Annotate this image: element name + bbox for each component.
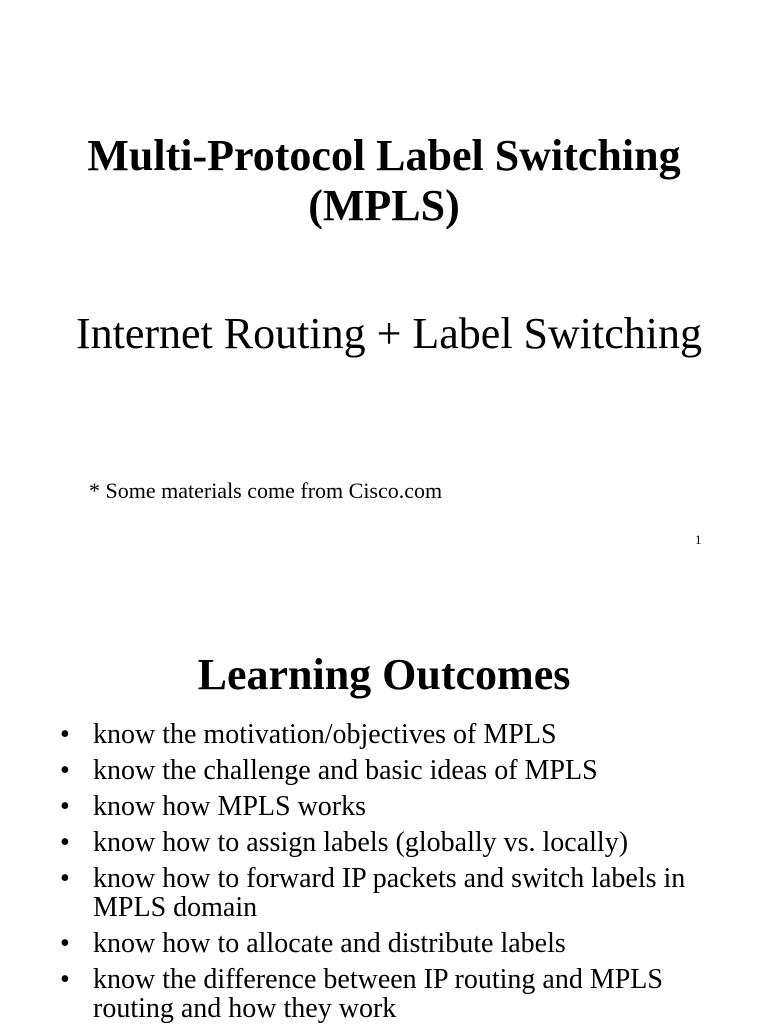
bullet-text: know the challenge and basic ideas of MPLS — [93, 755, 598, 786]
bullet-text: know the motivation/objectives of MPLS — [93, 719, 557, 750]
bullet-text: know the difference between IP routing and MPLS routing and how they work — [93, 964, 663, 1024]
slide-title: Learning Outcomes — [197, 650, 571, 699]
bullet-list — [0, 720, 768, 1030]
slide-subtitle: Internet Routing + Label Switching — [75, 309, 703, 358]
bullet-item — [0, 864, 768, 922]
bullet-text: know how to allocate and distribute labels — [93, 928, 566, 959]
bullet-item — [0, 965, 768, 1023]
bullet-icon: • — [60, 719, 70, 750]
bullet-item — [0, 792, 768, 821]
page-number: 1 — [695, 532, 702, 547]
bullet-text: know how to forward IP packets and switch labels in MPLS domain — [93, 863, 686, 923]
bullet-icon: • — [60, 827, 70, 858]
source-footnote: * Some materials come from Cisco.com — [89, 478, 443, 503]
slide-2 — [0, 580, 768, 1024]
title-line-2: (MPLS) — [308, 181, 460, 230]
bullet-item — [0, 720, 768, 749]
bullet-text: know how to assign labels (globally vs. locally) — [93, 827, 629, 858]
bullet-icon: • — [60, 863, 70, 894]
bullet-item — [0, 756, 768, 785]
bullet-icon: • — [60, 791, 70, 822]
bullet-text: know how MPLS works — [93, 791, 367, 822]
bullet-icon: • — [60, 964, 70, 995]
bullet-icon: • — [60, 755, 70, 786]
bullet-icon: • — [60, 928, 70, 959]
title-line-1: Multi-Protocol Label Switching — [87, 131, 681, 180]
bullet-item — [0, 929, 768, 958]
slide-title — [0, 131, 768, 231]
bullet-item — [0, 828, 768, 857]
